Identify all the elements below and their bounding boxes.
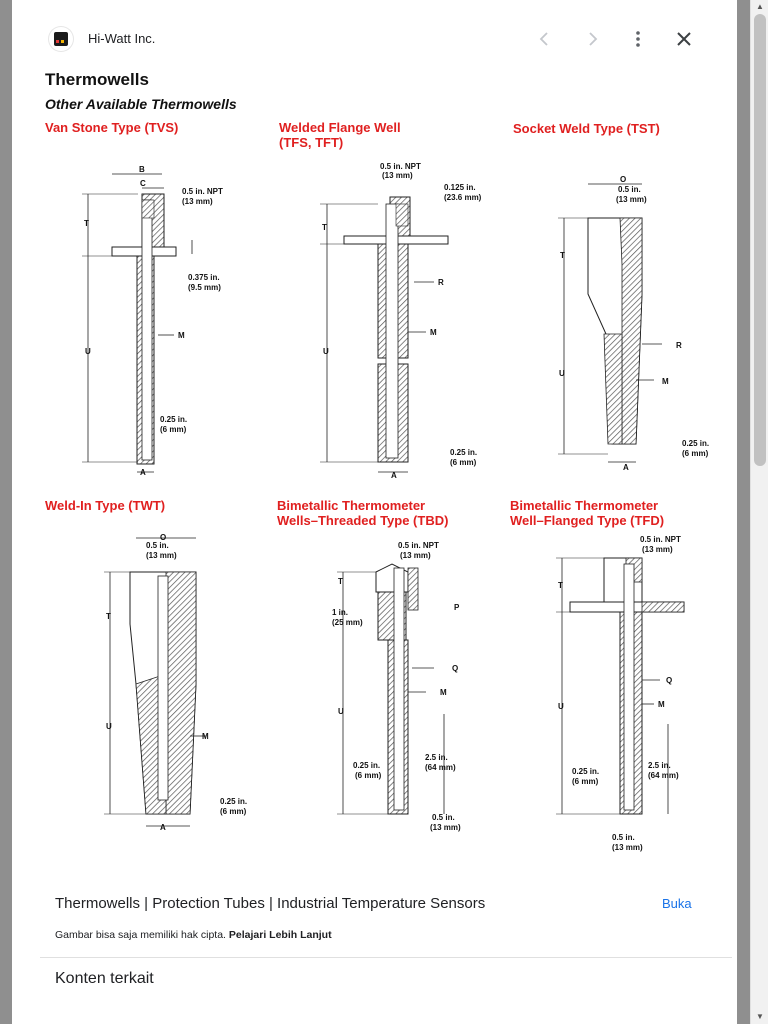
label-u-tfs: U bbox=[323, 347, 329, 356]
image-title: Thermowells bbox=[45, 70, 149, 89]
label-halfin-tfd: 0.5 in. bbox=[612, 833, 635, 842]
label-95mm: (9.5 mm) bbox=[188, 283, 221, 292]
label-125in: 0.125 in. bbox=[444, 183, 476, 192]
learn-more-link[interactable]: Pelajari Lebih Lanjut bbox=[228, 929, 332, 941]
diagram-title-tvs: Van Stone Type (TVS) bbox=[45, 120, 179, 135]
section-divider bbox=[40, 957, 732, 958]
diagram-twt bbox=[104, 533, 247, 832]
label-13mm2-tfd: (13 mm) bbox=[612, 843, 643, 852]
label-halfin-twt: 0.5 in. bbox=[146, 541, 169, 550]
label-q-tbd: Q bbox=[452, 664, 459, 673]
open-button[interactable]: Buka bbox=[662, 896, 692, 911]
logo-dot-yellow bbox=[61, 40, 64, 43]
label-halfin-tst: 0.5 in. bbox=[618, 185, 641, 194]
label-25mm-tbd: (25 mm) bbox=[332, 618, 363, 627]
label-npt-tvs: 0.5 in. NPT bbox=[182, 187, 223, 196]
diagram-tfd bbox=[556, 535, 684, 852]
label-u-tbd: U bbox=[338, 707, 344, 716]
site-name[interactable]: Hi-Watt Inc. bbox=[88, 31, 156, 46]
label-u-tfd: U bbox=[558, 702, 564, 711]
label-25in-tfd: 0.25 in. bbox=[572, 767, 600, 776]
diagram-title-tbd: Bimetallic Thermometer Wells–Threaded Type (TBD) bbox=[277, 498, 449, 528]
label-13mm-tvs: (13 mm) bbox=[182, 197, 213, 206]
label-npt-tbd: 0.5 in. NPT bbox=[398, 541, 439, 550]
label-t-tvs: T bbox=[84, 219, 89, 228]
label-t-tfs: T bbox=[322, 223, 327, 232]
label-m-tvs: M bbox=[178, 331, 185, 340]
label-u-twt: U bbox=[106, 722, 112, 731]
label-t-tfd: T bbox=[558, 581, 563, 590]
next-button[interactable] bbox=[577, 24, 607, 54]
label-u-tvs: U bbox=[85, 347, 91, 356]
label-13mm-twt: (13 mm) bbox=[146, 551, 177, 560]
label-m-tbd: M bbox=[440, 688, 447, 697]
scroll-up-arrow-icon[interactable]: ▲ bbox=[756, 2, 764, 11]
image-viewer-panel bbox=[12, 0, 737, 1024]
label-halfin-tbd: 0.5 in. bbox=[432, 813, 455, 822]
scroll-down-arrow-icon[interactable]: ▼ bbox=[756, 1012, 764, 1021]
related-content-heading: Konten terkait bbox=[55, 970, 154, 987]
label-25in-twt: 0.25 in. bbox=[220, 797, 248, 806]
label-25in-tfs: 0.25 in. bbox=[450, 448, 478, 457]
scrollbar-thumb[interactable] bbox=[754, 14, 766, 466]
logo-dot-red bbox=[56, 40, 59, 43]
image-subtitle: Other Available Thermowells bbox=[45, 96, 237, 112]
label-6mm-tfs: (6 mm) bbox=[450, 458, 477, 467]
label-u-tst: U bbox=[559, 369, 565, 378]
label-p-tbd: P bbox=[454, 603, 460, 612]
more-options-button[interactable] bbox=[623, 24, 653, 54]
label-25in-tvs: 0.25 in. bbox=[160, 415, 188, 424]
label-13mm-tfs: (13 mm) bbox=[382, 171, 413, 180]
diagram-tbd bbox=[332, 541, 461, 832]
more-vert-icon bbox=[635, 30, 641, 48]
label-t-tbd: T bbox=[338, 577, 343, 586]
label-b: B bbox=[139, 165, 145, 174]
label-a-twt: A bbox=[160, 823, 166, 832]
label-13mm-tbd: (13 mm) bbox=[400, 551, 431, 560]
label-6mm-tbd: (6 mm) bbox=[355, 771, 382, 780]
label-64mm-tfd: (64 mm) bbox=[648, 771, 679, 780]
label-q-tfd: Q bbox=[666, 676, 673, 685]
label-a-tfs: A bbox=[391, 471, 397, 480]
label-a-tvs: A bbox=[140, 468, 146, 477]
label-236mm: (23.6 mm) bbox=[444, 193, 482, 202]
label-25in-tbd: 0.25 in. bbox=[353, 761, 381, 770]
copyright-text: Gambar bisa saja memiliki hak cipta. bbox=[55, 929, 226, 941]
label-r-tst: R bbox=[676, 341, 682, 350]
chevron-left-icon bbox=[537, 31, 553, 47]
copyright-notice bbox=[55, 929, 332, 941]
viewer-header bbox=[12, 14, 737, 64]
diagram-title-twt: Weld-In Type (TWT) bbox=[45, 498, 166, 513]
label-6mm-tst: (6 mm) bbox=[682, 449, 709, 458]
label-npt-tfs: 0.5 in. NPT bbox=[380, 162, 421, 171]
diagram-tvs bbox=[82, 165, 223, 477]
label-25in-tst: 0.25 in. bbox=[682, 439, 710, 448]
label-o-tst: O bbox=[620, 175, 627, 184]
label-npt-tfd: 0.5 in. NPT bbox=[640, 535, 681, 544]
logo-mark bbox=[54, 32, 68, 46]
label-m-tst: M bbox=[662, 377, 669, 386]
diagram-title-tst: Socket Weld Type (TST) bbox=[513, 121, 660, 136]
close-icon bbox=[676, 31, 692, 47]
label-25in2-tbd: 2.5 in. bbox=[425, 753, 448, 762]
scrollbar[interactable] bbox=[750, 0, 768, 1024]
label-m-tfd: M bbox=[658, 700, 665, 709]
diagram-tst bbox=[558, 175, 709, 472]
label-6mm-twt: (6 mm) bbox=[220, 807, 247, 816]
label-a-tst: A bbox=[623, 463, 629, 472]
previous-button[interactable] bbox=[530, 24, 560, 54]
label-64mm-tbd: (64 mm) bbox=[425, 763, 456, 772]
label-m-twt: M bbox=[202, 732, 209, 741]
label-6mm-tvs: (6 mm) bbox=[160, 425, 187, 434]
site-logo[interactable] bbox=[49, 27, 73, 51]
label-13mm2-tbd: (13 mm) bbox=[430, 823, 461, 832]
diagram-title-tfd: Bimetallic Thermometer Well–Flanged Type (TFD) bbox=[510, 498, 665, 528]
label-13mm-tfd: (13 mm) bbox=[642, 545, 673, 554]
chevron-right-icon bbox=[584, 31, 600, 47]
label-r-tfs: R bbox=[438, 278, 444, 287]
label-m-tfs: M bbox=[430, 328, 437, 337]
label-13mm-tst: (13 mm) bbox=[616, 195, 647, 204]
label-1in-tbd: 1 in. bbox=[332, 608, 349, 617]
label-25in2-tfd: 2.5 in. bbox=[648, 761, 671, 770]
label-t-twt: T bbox=[106, 612, 111, 621]
label-6mm-tfd: (6 mm) bbox=[572, 777, 599, 786]
label-o-twt: O bbox=[160, 533, 167, 542]
diagram-title-tfs: Welded Flange Well (TFS, TFT) bbox=[279, 120, 401, 150]
diagram-tfs bbox=[320, 162, 482, 480]
label-t-tst: T bbox=[560, 251, 565, 260]
label-c: C bbox=[140, 179, 146, 188]
label-375in: 0.375 in. bbox=[188, 273, 220, 282]
image-caption-link[interactable]: Thermowells | Protection Tubes | Industrial Temperature Sensors bbox=[55, 895, 486, 912]
preview-image[interactable] bbox=[42, 64, 722, 854]
thermowell-drawings bbox=[42, 64, 722, 854]
close-button[interactable] bbox=[669, 24, 699, 54]
